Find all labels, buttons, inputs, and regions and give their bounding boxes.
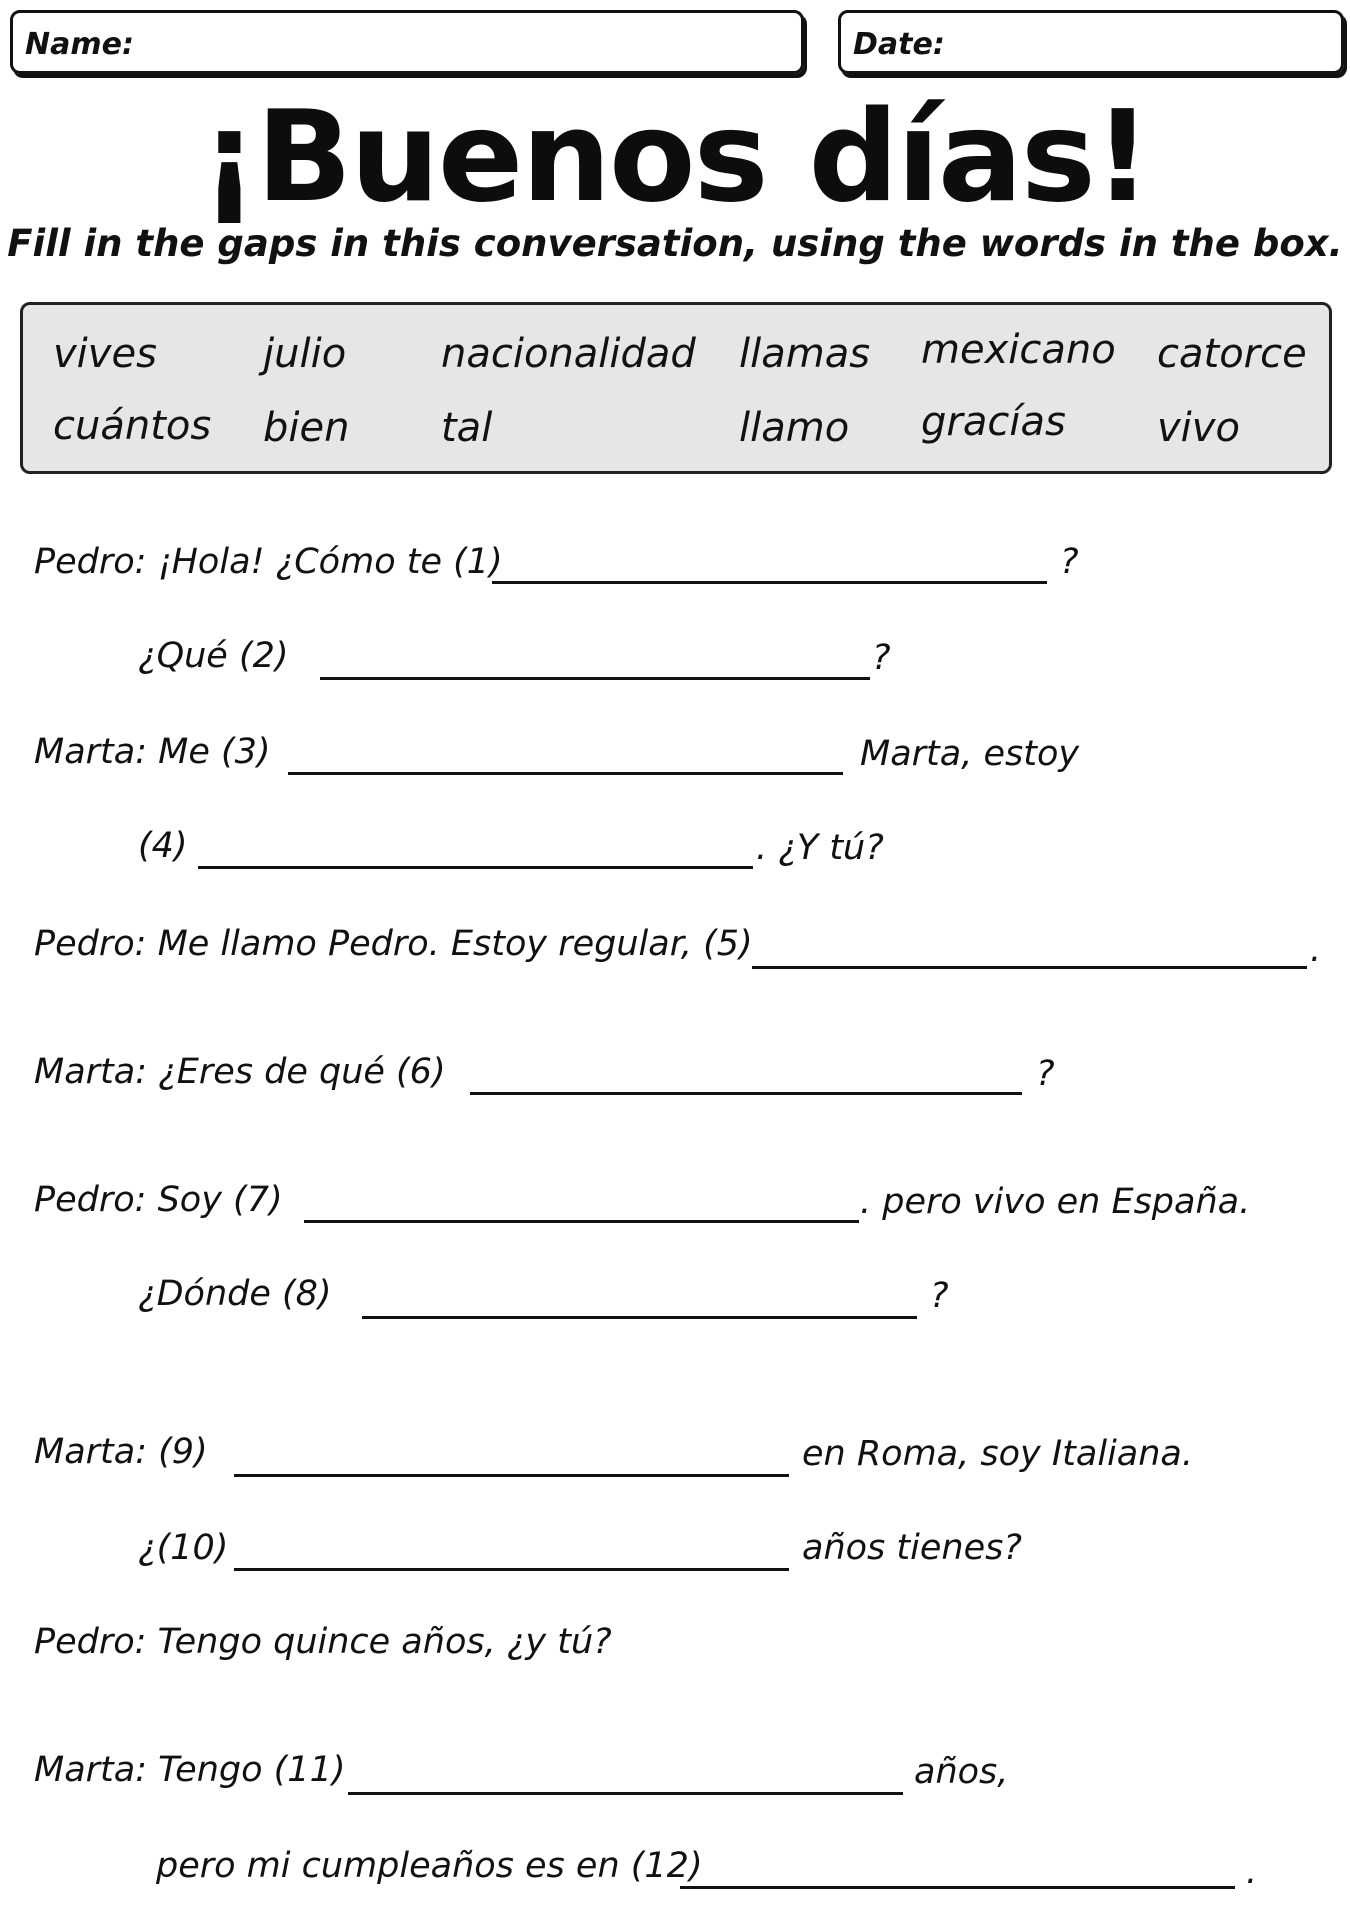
word-box-word: catorce: [1157, 331, 1307, 377]
word-box-word: vives: [53, 331, 157, 377]
gap-2[interactable]: [320, 677, 870, 680]
line-1-prompt: Pedro: ¡Hola! ¿Cómo te (1): [34, 542, 503, 582]
line-4-suffix: . ¿Y tú?: [756, 828, 884, 868]
line-12-suffix: .: [1246, 1852, 1258, 1892]
line-8-suffix: ?: [930, 1276, 949, 1316]
word-box-word: llamas: [739, 331, 871, 377]
line-10-prompt: ¿(10): [138, 1528, 229, 1568]
line-2-prompt: ¿Qué (2): [138, 636, 289, 676]
line-4-prompt: (4): [138, 826, 188, 866]
line-7-suffix: . pero vivo en España.: [860, 1182, 1251, 1222]
line-6-prompt: Marta: ¿Eres de qué (6): [34, 1052, 446, 1092]
gap-12[interactable]: [680, 1886, 1235, 1889]
word-box-word: llamo: [739, 405, 850, 451]
line-11-suffix: años,: [914, 1752, 1009, 1792]
word-box-word: bien: [263, 405, 350, 451]
line-3-suffix: Marta, estoy: [860, 734, 1080, 774]
line-9-suffix: en Roma, soy Italiana.: [802, 1434, 1193, 1474]
word-box-word: mexicano: [921, 327, 1116, 373]
line-5-prompt: Pedro: Me llamo Pedro. Estoy regular, (5): [34, 924, 753, 964]
gap-1[interactable]: [492, 581, 1047, 584]
word-box-word: tal: [441, 405, 493, 451]
worksheet-title: ¡Buenos días!: [200, 83, 1150, 230]
word-box-word: julio: [263, 331, 347, 377]
line-11-prompt: Marta: Tengo (11): [34, 1750, 346, 1790]
line-5-suffix: .: [1310, 930, 1322, 970]
line-1-suffix: ?: [1060, 542, 1079, 582]
name-label: Name:: [25, 27, 134, 62]
gap-7[interactable]: [304, 1220, 859, 1223]
word-box-word: nacionalidad: [441, 331, 696, 377]
word-box-word: gracías: [921, 399, 1066, 445]
gap-6[interactable]: [470, 1092, 1022, 1095]
line-7-prompt: Pedro: Soy (7): [34, 1180, 283, 1220]
date-field[interactable]: [838, 10, 1344, 74]
line-8-prompt: ¿Dónde (8): [138, 1274, 332, 1314]
line-pedro-age: Pedro: Tengo quince años, ¿y tú?: [34, 1622, 612, 1662]
gap-4[interactable]: [198, 866, 753, 869]
word-box-word: vivo: [1157, 405, 1240, 451]
gap-8[interactable]: [362, 1316, 917, 1319]
gap-10[interactable]: [234, 1568, 789, 1571]
line-12-prompt: pero mi cumpleaños es en (12): [156, 1846, 703, 1886]
instructions: Fill in the gaps in this conversation, using the words in the box.: [7, 222, 1343, 265]
date-label: Date:: [853, 27, 945, 62]
line-6-suffix: ?: [1036, 1054, 1055, 1094]
gap-3[interactable]: [288, 772, 843, 775]
line-2-suffix: ?: [872, 638, 891, 678]
word-box: [20, 302, 1332, 474]
gap-5[interactable]: [752, 966, 1307, 969]
line-9-prompt: Marta: (9): [34, 1432, 208, 1472]
gap-9[interactable]: [234, 1474, 789, 1477]
word-box-word: cuántos: [53, 403, 212, 449]
name-field[interactable]: [10, 10, 804, 74]
gap-11[interactable]: [348, 1792, 903, 1795]
line-10-suffix: años tienes?: [802, 1528, 1022, 1568]
line-3-prompt: Marta: Me (3): [34, 732, 271, 772]
